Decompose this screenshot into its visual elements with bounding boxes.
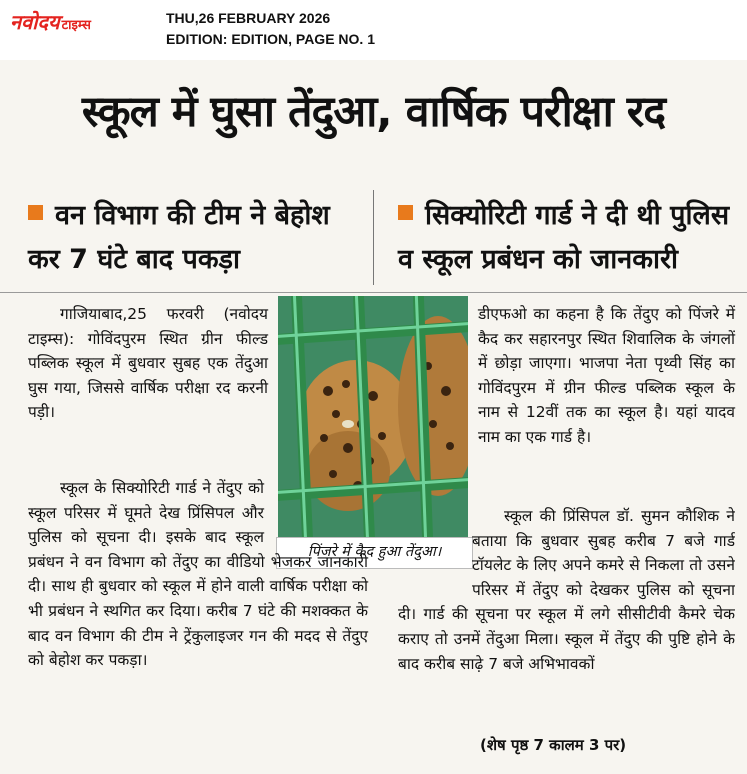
column-divider (373, 190, 374, 285)
subheading-right (398, 194, 738, 282)
article-paragraph-3: डीएफओ का कहना है कि तेंदुए को पिंजरे में कैद कर सहारनपुर स्थित शिवालिक के जंगलों में छोड़ा जाएगा। भाजपा नेता पृथ्वी सिंह का गोविंदपुरम में ग्रीन फील्ड पब्लिक स्कूल के नाम से 12वीं तक का स्कूल है। यहां यादव नाम का एक गार्ड है। (478, 305, 735, 446)
date-line: THU,26 FEBRUARY 2026 (166, 10, 331, 26)
article-headline: स्कूल में घुसा तेंदुआ, वार्षिक परीक्षा रद (81, 87, 666, 137)
article-column-1-bottom (28, 476, 368, 752)
subheading-left (28, 194, 363, 282)
photo-caption: पिंजरे में कैद हुआ तेंदुआ। (276, 537, 473, 569)
edition-info (166, 8, 375, 50)
subheading-left-text: वन विभाग की टीम ने बेहोश कर 7 घंटे बाद पकड़ा (28, 200, 330, 275)
article-column-1-top (28, 302, 268, 425)
continuation-note: (शेष पृष्ठ 7 कालम 3 पर) (480, 736, 627, 754)
article-column-2-bottom (398, 504, 735, 734)
edition-line: EDITION: EDITION, PAGE NO. 1 (166, 31, 375, 47)
logo-sub-text: टाइम्स (61, 18, 91, 33)
logo-main-text: नवोदय (10, 10, 60, 34)
subheading-right-text: सिक्योरिटी गार्ड ने दी थी पुलिस व स्कूल प्रबंधन को जानकारी (398, 200, 730, 275)
article-paragraph-4: स्कूल की प्रिंसिपल डॉ. सुमन कौशिक ने बताया कि बुधवार सुबह करीब 7 बजे गार्ड टॉयलेट के लिए अपने कमरे से निकला तो उसने परिसर में तेंदुए को देखकर पुलिस को सूचना दी। गार्ड की सूचना पर स्कूल में लगे सीसीटीवी कैमरे चेक कराए तो उनमें तेंदुआ मिला। स्कूल में तेंदुए की पुष्टि होने के बाद करीब साढ़े 7 बजे अभिभावकों (398, 507, 735, 673)
newspaper-logo (10, 8, 91, 35)
orange-bullet-icon (28, 205, 43, 220)
masthead-bar (0, 0, 747, 60)
article-column-2-top (478, 302, 735, 450)
orange-bullet-icon (398, 205, 413, 220)
article-paragraph-2: स्कूल के सिक्योरिटी गार्ड ने तेंदुए को स्कूल परिसर में घूमते देख प्रिंसिपल और पुलिस को सूचना दी। इसके बाद स्कूल प्रबंधन ने वन विभाग को तेंदुए का वीडियो भेजकर जानकारी दी। साथ ही बुधवार को स्कूल में होने वाली वार्षिक परीक्षा को भी प्रबंधन ने स्थगित कर दिया। करीब 7 घंटे की मशक्कत के बाद वन विभाग की टीम ने ट्रेंकुलाइजर गन की मदद से तेंदुए को बेहोश कर पकड़ा। (28, 479, 368, 670)
subheading-divider (0, 292, 747, 293)
article-paragraph-1: गाजियाबाद,25 फरवरी (नवोदय टाइम्स): गोविंदपुरम स्थित ग्रीन फील्ड पब्लिक स्कूल में बुधवार सुबह एक तेंदुआ घुस गया, जिससे वार्षिक परीक्षा रद करनी पड़ी। (28, 305, 268, 422)
